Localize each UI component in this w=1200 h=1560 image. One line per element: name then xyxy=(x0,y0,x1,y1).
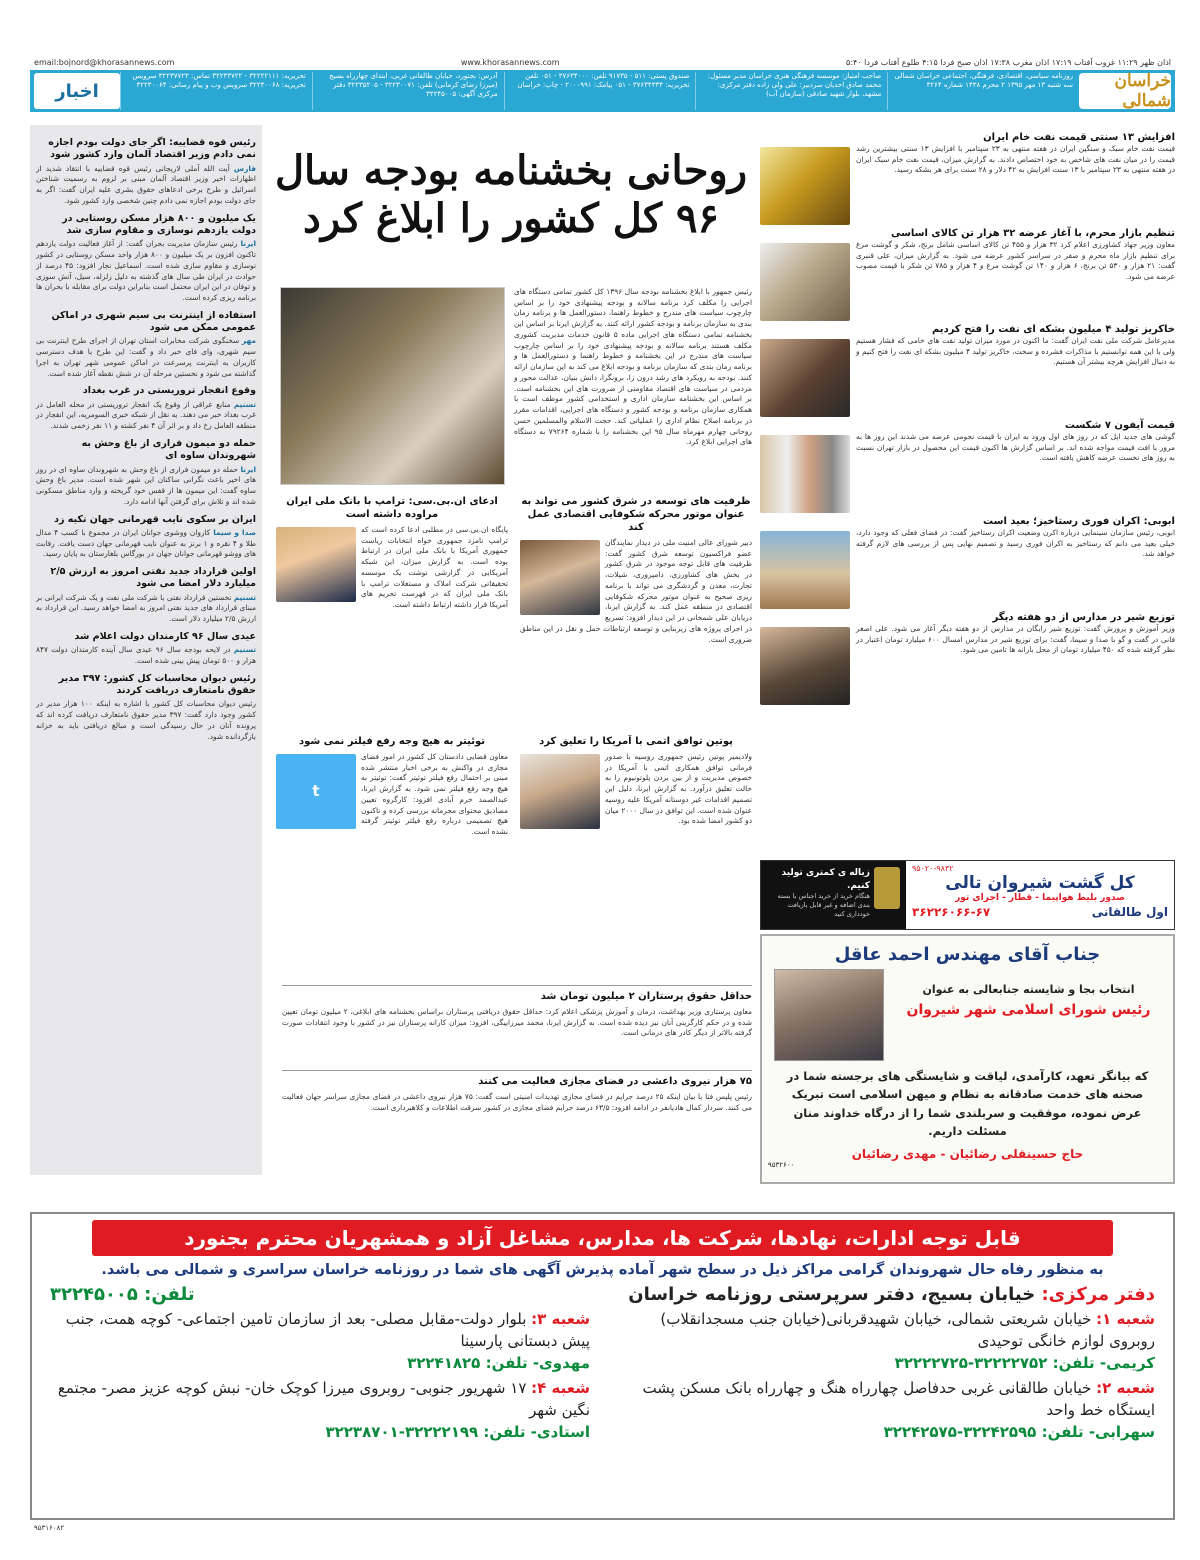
ad-title: کل گشت شیروان تالی xyxy=(945,873,1135,893)
ad-code: ۹۵۳۱۶۰۸۲ xyxy=(34,1524,65,1532)
masthead-postbox: صندوق پستی: ۵۱۱ - ۹۱۷۳۵ تلفن: ۳۷۶۳۴۰۰۰ - ۰۵۱ تلفن تحریریه: ۳۷۶۳۴۳۳۴ - ۰۵۱ پیامک: ۲۰۰۰۹۹۱ - چاپ: خراسان xyxy=(504,72,696,110)
masthead-phones: تحریریه: ۳۲۲۲۲۱۱۱ - ۳۲۲۴۳۷۲۲ تماس: ۳۲۲۳۷۷۲۳ سرویس تحریریه: ۳۲۲۳۰۰۶۸ سرویس وب و پیام رسانی: ۳۲۲۳۰۰۶۴ xyxy=(120,72,312,110)
branch-1: شعبه ۱: خیابان شریعتی شمالی، خیابان شهیدقربانی(خیابان جنب مسجدانقلاب) روبروی لوازم خانگی توحیدی کریمی- تلفن: ۳۲۲۲۲۷۵۲-۳۲۲۲۲۷۲۵ xyxy=(660,1310,1155,1372)
ad-code: ۹۵۳۲۶۰۰ xyxy=(768,1160,795,1169)
congratulation-ad[interactable] xyxy=(760,934,1175,1184)
website-link[interactable]: www.khorasannews.com xyxy=(460,57,560,67)
masthead-address: آدرس: بجنورد، خیابان طالقانی غربی، ابتدای چهارراه بسیج (میرزا رضای کرمانی) تلفن: ۳۲۲۳۰۰۷۱ - ۳۲۲۳۵۲۰۵ دفتر مرکزی آگهی: ۳۲۲۴۵۰۰۵ xyxy=(312,72,504,110)
news-title[interactable]: یک میلیون و ۸۰۰ هزار مسکن روستایی در دولت یازدهم نوسازی و مقاوم سازی شد xyxy=(62,212,256,236)
congrats-signature: حاج حسینقلی رضائیان - مهدی رضائیان xyxy=(851,1146,1084,1161)
news-source: مهر xyxy=(241,336,256,346)
news-body: وزیر آموزش و پرورش گفت: توزیع شیر رایگان در مدارس از دو هفته دیگر آغاز می شود. علی اصغر فانی در گفت و گو با صدا و سیما، گفت: برای توزیع شیر در مدارس امسال ۶۰۰ میلیارد تومان اعتبار در نظر گرفته شده که ۴۵۰ میلیارد تومان از محل بارانه ها تامین می شود. xyxy=(856,624,1175,655)
main-story-area xyxy=(270,125,752,1175)
news-source: ایرنا xyxy=(240,239,256,249)
branch-3-contact[interactable]: مهدوی- تلفن: ۳۲۲۴۱۸۲۵ xyxy=(407,1353,590,1372)
shamkhani-photo xyxy=(520,540,600,615)
article-body: رئیس پلیس فتا با بیان اینکه ۲۵ درصد جرایم در فضای مجازی تهدیدات امنیتی است گفت: ۷۵ هزار نیروی داعشی در فضای مجازی سراسر جهان فعالیت می کنند. سردار کمال هادیانفر در ادامه افزود: ۶۳/۵ درصد جرایم فضای مجازی در کشور سرقت اطلاعات و کلاهبرداری است. xyxy=(282,1092,752,1112)
article-title[interactable]: ۷۵ هزار نیروی داعشی در فضای مجازی فعالیت می کنند xyxy=(478,1076,752,1087)
branches-row-1 xyxy=(32,1309,1173,1374)
article-nurses xyxy=(282,985,752,1063)
central-address: خیابان بسیج، دفتر سرپرستی روزنامه خراسان xyxy=(628,1284,1036,1305)
news-title[interactable]: عیدی سال ۹۶ کارمندان دولت اعلام شد xyxy=(74,630,256,642)
news-title[interactable]: خاکریز تولید ۴ میلیون بشکه ای نفت را فتح کردیم xyxy=(931,324,1175,335)
news-body: صدا و سیما کاروان ووشوی جوانان ایران در مجموع با کسب ۴ مدال طلا و ۴ نقره و ۱ برنز به عنوان نایب قهرمانی جهان دست یافت. رقابت های ووشو قهرمانی جوانان جهان در بورگاس بلغارستان به پایان رسید. xyxy=(36,527,257,559)
article-shamkhani xyxy=(520,495,752,725)
ad-subtitle: صدور بلیط هواپیما - قطار - اجرای تور xyxy=(955,893,1125,903)
iphone-photo xyxy=(760,435,850,513)
branch-2: شعبه ۲: خیابان طالقانی غربی حدفاصل چهارراه هنگ و چهارراه بانک مسکن پشت ایستگاه خط واحد سهرابی- تلفن: ۳۲۲۴۲۵۹۵-۳۲۲۴۲۵۷۵ xyxy=(642,1379,1155,1441)
congrats-heading: جناب آقای مهندس احمد عاقل xyxy=(834,944,1101,965)
news-source: فارس xyxy=(233,163,256,173)
congrats-body: که بیانگر تعهد، کارآمدی، لیاقت و شایستگی های برجسته شما در صحنه های خدمت صادقانه به نظام و میهن اسلامی است تبریک عرض نموده، موفقیت و سربلندی شما را از درگاه خداوند منان مسئلت داریم. xyxy=(786,1069,1149,1139)
news-title[interactable]: افزایش ۱۳ سنتی قیمت نفت خام ایران xyxy=(983,132,1175,143)
minister-photo xyxy=(760,627,850,705)
article-title[interactable]: توئیتر به هیچ وجه رفع فیلتر نمی شود xyxy=(298,736,486,747)
news-title[interactable]: اولین قرارداد جدید نفتی امروز به ارزش ۲/۵ میلیارد دلار امضا می شود xyxy=(50,566,256,590)
central-phone[interactable]: تلفن: ۳۲۲۴۵۰۰۵ xyxy=(50,1284,195,1305)
news-title[interactable]: توزیع شیر در مدارس از دو هفته دیگر xyxy=(992,612,1175,623)
congrats-line1: انتخاب بجا و شایسته جنابعالی به عنوان xyxy=(922,983,1135,996)
article-body: ولادیمیر پوتین رئیس جمهوری روسیه با صدور فرمانی توافق همکاری اتمی با آمریکا در خصوص مدیریت و از بین بردن پلوتونیوم را به حالت تعلیق درآورد. به گزارش ایرنا، دلیل این تصمیم اقدامات غیر دوستانه آمریکا علیه روسیه عنوان شده است. این توافق در سال ۲۰۰۰ میان دو کشور امضا شده بود. xyxy=(605,752,752,826)
masthead-owner: صاحب امتیاز: موسسه فرهنگی هنری خراسان مدیر مسئول: محمد صادق احدیان سردبیر: علی ولی زاده دفتر مرکزی: مشهد، بلوار شهید صادقی (سازمان آب) xyxy=(695,72,887,110)
news-source: ایرنا xyxy=(240,464,256,474)
advertising-banner xyxy=(30,1212,1175,1520)
article-title[interactable]: حداقل حقوق پرستاران ۲ میلیون تومان شد xyxy=(540,991,752,1002)
news-title[interactable]: تنظیم بازار محرم، با آغاز عرضه ۳۲ هزار تن کالای اساسی xyxy=(890,228,1175,239)
news-body: ایرنا رئیس سازمان مدیریت بحران گفت: از آغاز فعالیت دولت یازدهم تاکنون افزون بر یک میلیون و ۸۰۰ هزار واحد مسکن روستایی در کشور نوسازی و مقاوم سازی شده است. اسماعیل نجار افزود: ۴۵ درصد از حوادث در ایران طی سال های گذشته به دلیل زلزله، سیل، آتش سوزی و توفان در این ایران محتمل است بنابراین دولت برای مقابله با بحران ها برنامه ریزی کرده است. xyxy=(36,239,256,302)
congrats-line2: رئیس شورای اسلامی شهر شیروان xyxy=(906,1002,1151,1018)
news-title[interactable]: رئیس دیوان محاسبات کل کشور: ۳۹۷ مدیر حقوق نامتعارف دریافت کردند xyxy=(58,672,256,697)
article-body: معاون پرستاری وزیر بهداشت، درمان و آموزش پزشکی اعلام کرد: حداقل حقوق دریافتی پرستاران براساس بخشنامه های ابلاغی، ۲ میلیون تومان تعیین شده و در حکم کارگزینی آنان نیز دیده شده است. به گزارش ایرنا، محمد میرزابیگی، افزود: میزان کارانه پرستاران نیز در کشور با وجود انتقادات صورت گرفته بالاتر از دیگر کادر های درمانی است. xyxy=(282,1007,752,1038)
main-story-body: رئیس جمهور با ابلاغ بخشنامه بودجه سال ۱۳۹۶ کل کشور تمامی دستگاه های اجرایی را مکلف کرد برنامه سالانه و بودجه پیشنهادی خود را بر اساس چارچوب سیاست های مندرج و خطوط راهنما، دستورالعمل ها و برنامه زمان بندی به سازمان برنامه و بودجه کشور ارائه کنند. به گزارش ایرنا بر اساس این بخشنامه تمامی دستگاه های اجرایی ماده ۵ قانون خدمات مدیریت کشوری مکلف هستند برنامه سالانه و بودجه پیشنهادی خود را بر اساس چارچوب سیاست های مندرج در این بخشنامه و خطوط راهنما و دستورالعمل ها و برنامه زمان بندی که سازمان برنامه و بودجه ابلاغ می کند به این سازمان ارائه کنند. بودجه به رویکرد های رشد درون زا، برونگرا، دانش بنیان، عدالت محور و مردمی در سیاست های اقتصاد مقاومتی از ضرورت های این بخشنامه است. بر اساس این بخشنامه سازمان اداری و استخدامی کشور موظف است با همکاری سازمان برنامه و بودجه کشور و دستگاه های اجرایی، اقدامات مقرر در برنامه اصلاح نظام اداری را عملیاتی کند. حجت الاسلام والمسلمین حسن روحانی چهارم مهرماه سال ۹۵ این بخشنامه را با شماره ۷۹۲۶۴ به دستگاه های اجرایی ابلاغ کرد. xyxy=(514,287,752,447)
travel-agency-ad[interactable] xyxy=(760,860,1175,930)
article-putin xyxy=(520,735,752,975)
news-title[interactable]: ابوبی: اکران فوری رستاخیز؛ بعید است xyxy=(983,516,1175,527)
article-body: دبیر شورای عالی امنیت ملی در دیدار نمایندگان عضو فراکسیون توسعه شرق کشور گفت: ظرفیت های قابل توجه موجود در شرق کشور در بخش های کشاورزی، دامپروری، شیلات، تجارت، معدن و گردشگری می تواند با برنامه ریزی صحیح به عنوان موتور محرکه شکوفایی اقتصادی در منطقه عمل کند. به گزارش ایرنا، دریابان علی شمخانی در این دیدار افزود: تسریع در اجرای پروژه های زیربنایی و توسعه ارتباطات حمل و نقل در این مناطق ضروری است. xyxy=(520,538,752,644)
portrait-photo xyxy=(774,969,884,1061)
ad-address: اول طالقانی xyxy=(1091,905,1168,919)
oil-ceo-photo xyxy=(760,339,850,417)
news-body: فارس آیت الله آملی لاریجانی رئیس قوه قضاییه با انتقاد شدید از اظهارات اخیر وزیر اقتصاد آلمان مبنی بر لزوم به رسمیت شناختن اسرائیل و طرح برخی ادعاهای حقوق بشری علیه ایران گفت: اگر به جای دولت بودم اجازه نمی دادم چنین شخصی وارد کشور شود. xyxy=(36,163,256,205)
putin-photo xyxy=(520,754,600,829)
banner-headline: قابل توجه ادارات، نهادها، شرکت ها، مدارس، مشاغل آزاد و همشهریان محترم بجنورد xyxy=(92,1220,1113,1256)
article-cyber xyxy=(282,1070,752,1170)
branch-3: شعبه ۳: بلوار دولت-مقابل مصلی- بعد از سازمان تامین اجتماعی- کوچه همت، جنب پیش دبستانی پارسینا مهدوی- تلفن: ۳۲۲۴۱۸۲۵ xyxy=(65,1310,590,1372)
news-body: ابوبی، رئیس سازمان سینمایی درباره اکرن وضعیت اکران رستاخیز گفت: در فضای فعلی که وجود دارد، خیلی بعید می دانم که رستاخیز به اکران فوری رسید و تصمیم نهایی پس از بررسی های لازم گرفته خواهد شد. xyxy=(856,528,1175,559)
rouhani-photo xyxy=(280,287,505,485)
prayer-times: اذان ظهر ۱۱:۲۹ غروب آفتاب ۱۷:۱۹ اذان مغرب ۱۷:۳۸ اذان صبح فردا ۴:۱۵ طلوع آفتاب فردا ۵:۴۰ xyxy=(846,57,1171,67)
news-body: مدیرعامل شرکت ملی نفت ایران گفت: ما اکنون در مورد میزان تولید نفت های خامی که فشار هستیم ولی با این همه توانستیم با مذاکرات فشرده و سخت، خاکریز تولید ۴ میلیون بشکه ای نفت را فتح کنیم و به دنبال افزایش هرچه بیشتر آن هستیم. xyxy=(856,336,1175,367)
article-title[interactable]: پوتین توافق اتمی با آمریکا را تعلیق کرد xyxy=(539,736,733,747)
oil-barrel-photo xyxy=(760,147,850,225)
news-source: صدا و سیما xyxy=(213,527,257,537)
article-body: پایگاه ان.بی.سی در مطلبی ادعا کرده است که ترامپ نامزد جمهوری خواه انتخابات ریاست جمهوری آمریکا با بانک ملی ایران در ارتباط بوده است. به گزارش میزان، این شبکه آمریکایی در گزارشی نوشت یک موسسه تحقیقاتی شرکت املاک و مستغلات ترامپ با بانک ملی ایران که در فهرست تحریم های آمریکا قرار داشته ارتباط داشته است. xyxy=(361,525,508,610)
article-trump xyxy=(276,495,508,725)
top-info-line xyxy=(30,52,1175,72)
news-body: تسنیم در لایحه بودجه سال ۹۶ عیدی سال آینده کارمندان دولت ۸۴۷ هزار و ۵۰۰ تومان پیش بینی شده است. xyxy=(36,645,256,666)
news-title[interactable]: ایران بر سکوی نایب قهرمانی جهان تکیه زد xyxy=(54,513,256,525)
cinema-photo xyxy=(760,531,850,609)
newspaper-logo: خراسان شمالی xyxy=(1079,73,1171,109)
news-source: تسنیم xyxy=(233,645,256,655)
left-news-column xyxy=(30,125,262,1175)
article-title[interactable]: ادعای ان.بی.سی: ترامپ با بانک ملی ایران مراوده داشته است xyxy=(286,496,498,520)
news-body: معاون وزیر جهاد کشاورزی اعلام کرد ۳۲ هزار و ۴۵۵ تن کالای اساسی شامل برنج، شکر و گوشت مرغ برای تنظیم بازار ماه محرم و صفر در سراسر کشور عرضه می شود. به گزارش میزان، علی قنبری گفت: ۲۱ هزار و ۵۳۰ تن برنج، ۶ هزار و ۱۴۰ تن گوشت مرغ و ۴ هزار و ۷۸۵ تن شکر با قیمت مصوب عرضه می شود. xyxy=(856,240,1175,282)
news-body: ایرنا حمله دو میمون فراری از باغ وحش به شهروندان ساوه ای در روز های اخیر باعث نگرانی ساکنان این شهر شده است. مدیر باغ وحش ساوه گفت: این میمون ها از قفس خود گریخته و وارد مناطق مسکونی شده اند و تلاش برای گرفتن آنها ادامه دارد. xyxy=(36,464,256,506)
news-title[interactable]: رئیس قوه قضاییه: اگر جای دولت بودم اجازه نمی دادم وزیر اقتصاد آلمان وارد کشور شود xyxy=(48,137,256,161)
recycle-sub: هنگام خرید از خرید اجناس با بسته بندی اضافه و غیر قابل بازیافت خودداری کنید xyxy=(777,892,870,919)
article-body: معاون قضایی دادستان کل کشور در امور فضای مجازی در واکنش به برخی اخبار منتشر شده مبنی بر احتمال رفع فیلتر توئیتر گفت: توئیتر به هیچ وجه رفع فیلتر نمی شود. به گزارش ایرنا، عبدالصمد خرم آبادی افزود: کارگروه تعیین مصادیق محتوای مجرمانه بررسی کرده و تاکنون هیچ تصمیمی درباره رفع فیلتر توئیتر گرفته نشده است. xyxy=(361,752,508,837)
news-title[interactable]: حمله دو میمون فراری از باغ وحش به شهروندان ساوه ای xyxy=(81,437,256,462)
branches-row-2 xyxy=(32,1378,1173,1443)
tour-ad-main xyxy=(906,861,1174,929)
news-title[interactable]: استفاده از اینترنت بی سیم شهری در اماکن عمومی ممکن می شود xyxy=(51,309,256,334)
section-title: اخبار xyxy=(34,73,120,109)
news-body: رئیس دیوان محاسبات کل کشور با اشاره به اینکه ۱۰۰ هزار مدیر در کشور وجود دارد گفت: ۳۹۷ مدیر حقوق نامتعارف دریافت کرده اند که پرونده آنان در حال رسیدگی است و مبالغ دریافتی باید به خزانه بازگردانده شود. xyxy=(36,699,257,741)
banner-subtitle: به منظور رفاه حال شهروندان گرامی مراکز ذیل در سطح شهر آماده پذیرش آگهی های شما در روزنامه خراسان سراسری و شمالی می باشد. xyxy=(101,1262,1104,1278)
branch-4: شعبه ۴: ۱۷ شهریور جنوبی- روبروی میرزا کوچک خان- نبش کوچه عزیز مصر- مجتمع نگین شهر استادی- تلفن: ۳۲۲۲۲۱۹۹-۳۲۲۳۸۷۰۱ xyxy=(57,1379,590,1441)
article-title[interactable]: ظرفیت های توسعه در شرق کشور می تواند به عنوان موتور محرکه شکوفایی اقتصادی عمل کند xyxy=(521,496,751,533)
branch-4-contact[interactable]: استادی- تلفن: ۳۲۲۲۲۱۹۹-۳۲۲۳۸۷۰۱ xyxy=(325,1422,590,1441)
masthead-meta: روزنامه سیاسی، اقتصادی، فرهنگی، اجتماعی خراسان شمالی سه شنبه ۱۳ مهر ۱۳۹۵ ۲ محرم ۱۴۳۸ شماره ۳۲۶۴ xyxy=(887,72,1079,110)
masthead xyxy=(30,70,1175,112)
branch-1-contact[interactable]: کریمی- تلفن: ۳۲۲۲۲۷۵۲-۳۲۲۲۲۷۲۵ xyxy=(894,1353,1155,1372)
main-headline[interactable]: روحانی بخشنامه بودجه سال ۹۶ کل کشور را ابلاغ کرد xyxy=(274,147,748,242)
news-body: قیمت نفت خام سبک و سنگین ایران در هفته منتهی به ۲۳ سپتامبر با افزایش ۱۳ سنتی بیشترین رشد قیمت را در میان نفت های شاخص به خود اختصاص دادند. به گزارش میزان، قیمت نفت خام سبک ایران در هفته منتهی به ۲۳ سپتامبر با ۱۳ سنت افزایش به ۴۲ دلار و ۲۸ سنت برای هر بشکه رسید. xyxy=(856,144,1175,175)
news-source: تسنیم xyxy=(233,592,256,602)
news-body: گوشی های جدید اپل که در روز های اول ورود به ایران با قیمت نجومی عرضه می شدند این روز ها به مرور با افت قیمت مواجه شده اند. بر اساس گزارش ها اکنون قیمت این محصول در بازار تهران نسبت به روز های نخست عرضه کاهش یافته است. xyxy=(856,432,1175,463)
twitter-logo: t xyxy=(276,754,356,829)
news-body: تسنیم منابع عراقی از وقوع یک انفجار تروریستی در محله العامل در غرب بغداد خبر می دهند. به نقل از شبکه خبری السومریه، این انفجار در منطقه العامل رخ داد و بر اثر آن ۴ نفر کشته و ۱۱ نفر زخمی شدند. xyxy=(36,399,256,431)
market-photo xyxy=(760,243,850,321)
news-body: تسنیم نخستین قرارداد نفتی با شرکت ملی نفت و یک شرکت ایرانی بر مبنای قرارداد های جدید نفتی امروز به امضا خواهد رسید. این قرارداد به ارزش ۲/۵ میلیارد دلار است. xyxy=(36,592,256,624)
ad-phone: ۳۶۲۲۶۰۶۶-۶۷ xyxy=(912,905,991,919)
trash-bin-icon xyxy=(874,867,900,909)
email-address[interactable]: email:bojnord@khorasannews.com xyxy=(34,57,175,67)
news-body: مهر سخنگوی شرکت مخابرات استان تهران از اجرای طرح اینترنت بی سیم شهری، وای فای خبر داد و گفت: این طرح با هدف دسترسی کاربران به اینترنت پرسرعت در اماکن عمومی شهر تهران به اجرا گذاشته می شود و نخستین مرحله آن در شش نقطه آغاز شده است. xyxy=(36,336,256,378)
branch-2-contact[interactable]: سهرابی- تلفن: ۳۲۲۴۲۵۹۵-۳۲۲۴۲۵۷۵ xyxy=(883,1422,1155,1441)
ad-code: ۹۵۰۲۰-۹۸۳۲ xyxy=(912,864,954,873)
article-twitter xyxy=(276,735,508,975)
central-office-row xyxy=(32,1284,1173,1305)
news-source: تسنیم xyxy=(233,399,256,409)
recycle-ad xyxy=(761,861,906,929)
central-label: دفتر مرکزی: xyxy=(1041,1284,1155,1305)
news-title[interactable]: قیمت آیفون ۷ شکست xyxy=(1064,420,1175,431)
right-news-column xyxy=(760,125,1175,845)
recycle-title: زباله ی کمتری تولید کنیم. xyxy=(781,868,870,891)
trump-photo xyxy=(276,527,356,602)
news-title[interactable]: وقوع انفجار تروریستی در غرب بغداد xyxy=(82,385,256,397)
